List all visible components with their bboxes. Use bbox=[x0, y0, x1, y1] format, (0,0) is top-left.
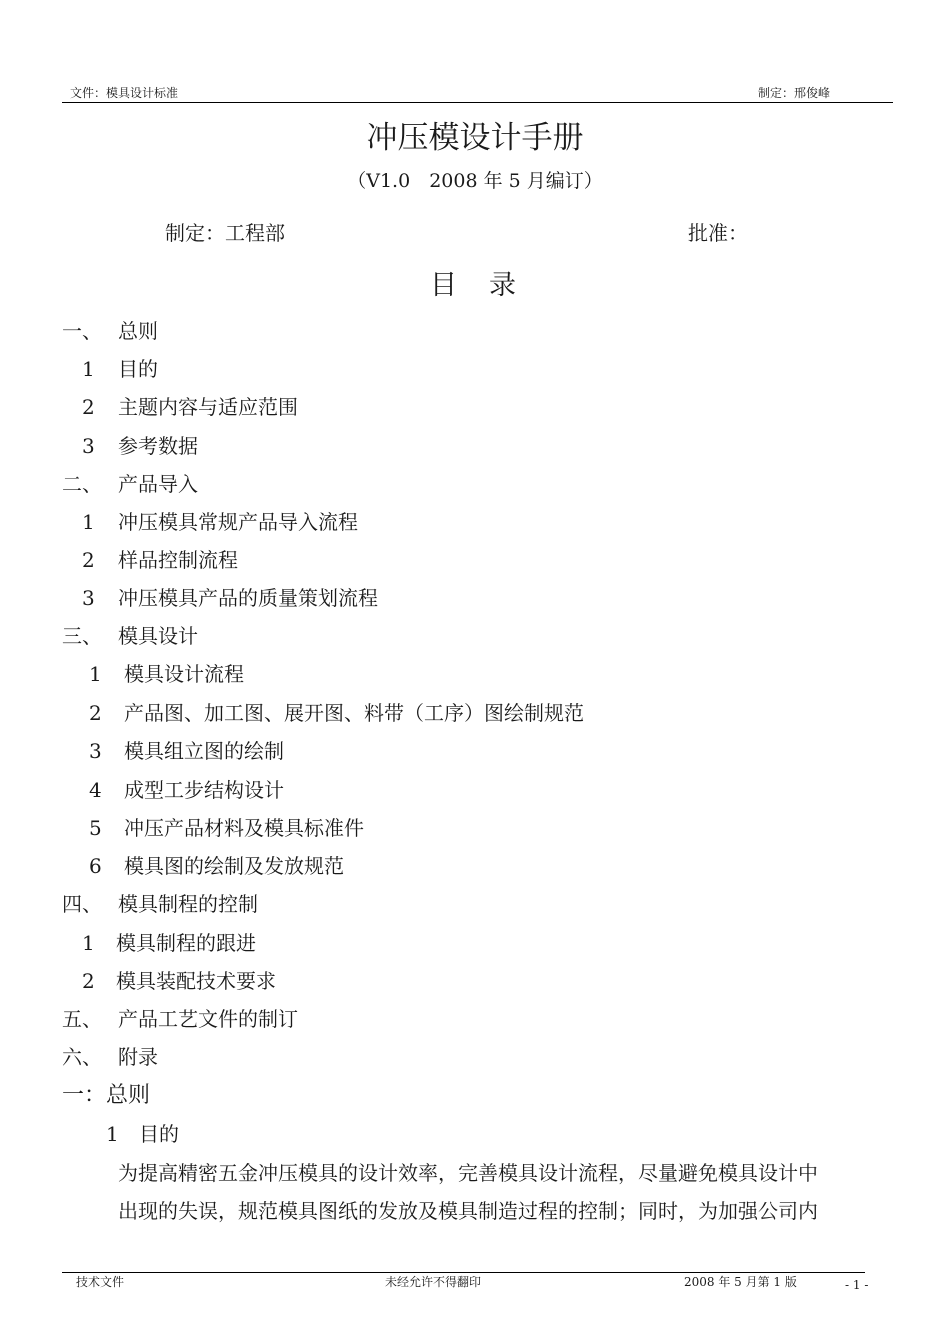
toc-heading-char-2: 录 bbox=[489, 270, 520, 301]
toc-entry-text: 模具组立图的绘制 bbox=[124, 739, 284, 763]
toc-entry-text: 目的 bbox=[118, 357, 158, 381]
toc-entry-text: 产品图、加工图、展开图、料带（工序）图绘制规范 bbox=[124, 701, 584, 725]
footer-edition: 2008 年 5 月第 1 版 bbox=[684, 1275, 797, 1289]
toc-entry-number: 3 bbox=[89, 739, 102, 763]
toc-entry bbox=[82, 506, 358, 535]
toc-entry bbox=[82, 430, 198, 459]
toc-entry-text: 模具装配技术要求 bbox=[116, 969, 276, 993]
toc-entry-text: 总则 bbox=[118, 319, 158, 343]
toc-entry bbox=[82, 391, 298, 420]
toc-entry bbox=[62, 620, 198, 649]
toc-entry-text: 模具制程的跟进 bbox=[116, 931, 256, 955]
header-author-label: 制定：邢俊峰 bbox=[758, 86, 831, 100]
toc-entry-number: 二、 bbox=[62, 472, 102, 496]
toc-entry-number: 2 bbox=[82, 548, 95, 572]
toc-entry bbox=[62, 468, 198, 497]
toc-entry bbox=[62, 888, 258, 917]
toc-entry-number: 6 bbox=[89, 854, 102, 878]
subsection-title: 目的 bbox=[139, 1122, 179, 1146]
toc-entry-text: 成型工步结构设计 bbox=[124, 778, 284, 802]
subsection-number: 1 bbox=[106, 1122, 119, 1146]
toc-entry-number: 2 bbox=[82, 969, 95, 993]
toc-entry bbox=[82, 927, 256, 956]
toc-heading-char-1: 目 bbox=[430, 270, 461, 301]
paragraph-line: 出现的失误，规范模具图纸的发放及模具制造过程的控制；同时，为加强公司内 bbox=[118, 1199, 818, 1223]
toc-entry bbox=[89, 812, 364, 841]
toc-entry-text: 模具图的绘制及发放规范 bbox=[124, 854, 344, 878]
toc-entry bbox=[89, 697, 584, 726]
toc-entry-text: 冲压模具产品的质量策划流程 bbox=[118, 586, 378, 610]
toc-entry bbox=[82, 965, 276, 994]
header-file-label: 文件：模具设计标准 bbox=[70, 86, 179, 100]
toc-entry-text: 冲压产品材料及模具标准件 bbox=[124, 816, 364, 840]
toc-entry-number: 四、 bbox=[62, 892, 102, 916]
footer-copy-notice: 未经允许不得翻印 bbox=[385, 1275, 482, 1289]
toc-entry bbox=[89, 774, 284, 803]
toc-entry-number: 2 bbox=[89, 701, 102, 725]
toc-entry bbox=[89, 735, 284, 764]
toc-entry-text: 附录 bbox=[118, 1045, 158, 1069]
toc-entry-number: 六、 bbox=[62, 1045, 102, 1069]
toc-entry-text: 模具设计流程 bbox=[124, 662, 244, 686]
toc-entry-text: 样品控制流程 bbox=[118, 548, 238, 572]
toc-entry bbox=[82, 582, 378, 611]
header-rule bbox=[62, 102, 893, 103]
toc-entry-text: 主题内容与适应范围 bbox=[118, 395, 298, 419]
toc-entry-text: 冲压模具常规产品导入流程 bbox=[118, 510, 358, 534]
toc-entry-number: 4 bbox=[89, 778, 102, 802]
toc-entry bbox=[62, 1003, 298, 1032]
toc-entry-number: 5 bbox=[89, 816, 102, 840]
toc-entry-text: 模具设计 bbox=[118, 624, 198, 648]
toc-entry bbox=[62, 315, 158, 344]
toc-entry-number: 三、 bbox=[62, 624, 102, 648]
toc-heading bbox=[0, 263, 950, 302]
toc-entry bbox=[89, 658, 244, 687]
toc-entry-number: 一、 bbox=[62, 319, 102, 343]
toc-entry bbox=[82, 544, 238, 573]
document-version: （V1.0 2008 年 5 月编订） bbox=[347, 170, 603, 192]
toc-entry-number: 五、 bbox=[62, 1007, 102, 1031]
toc-entry-number: 3 bbox=[82, 586, 95, 610]
toc-entry-number: 3 bbox=[82, 434, 95, 458]
toc-entry-number: 1 bbox=[89, 662, 102, 686]
toc-entry bbox=[89, 850, 344, 879]
page-number: - 1 - bbox=[845, 1278, 869, 1292]
toc-entry-number: 1 bbox=[82, 510, 95, 534]
toc-entry-text: 模具制程的控制 bbox=[118, 892, 258, 916]
section-heading: 一：总则 bbox=[62, 1083, 151, 1108]
toc-entry-number: 2 bbox=[82, 395, 95, 419]
footer-doc-type: 技术文件 bbox=[76, 1275, 125, 1289]
toc-entry-number: 1 bbox=[82, 931, 95, 955]
subsection-heading bbox=[106, 1118, 179, 1147]
toc-entry bbox=[62, 1041, 158, 1070]
paragraph-line: 为提高精密五金冲压模具的设计效率，完善模具设计流程，尽量避免模具设计中 bbox=[118, 1161, 818, 1185]
maker-label: 制定：工程部 bbox=[165, 221, 285, 245]
toc-entry-text: 产品工艺文件的制订 bbox=[118, 1007, 298, 1031]
document-title: 冲压模设计手册 bbox=[366, 120, 584, 156]
toc-entry bbox=[82, 353, 158, 382]
toc-entry-number: 1 bbox=[82, 357, 95, 381]
toc-entry-text: 产品导入 bbox=[118, 472, 198, 496]
approver-label: 批准： bbox=[688, 221, 748, 245]
toc-entry-text: 参考数据 bbox=[118, 434, 198, 458]
